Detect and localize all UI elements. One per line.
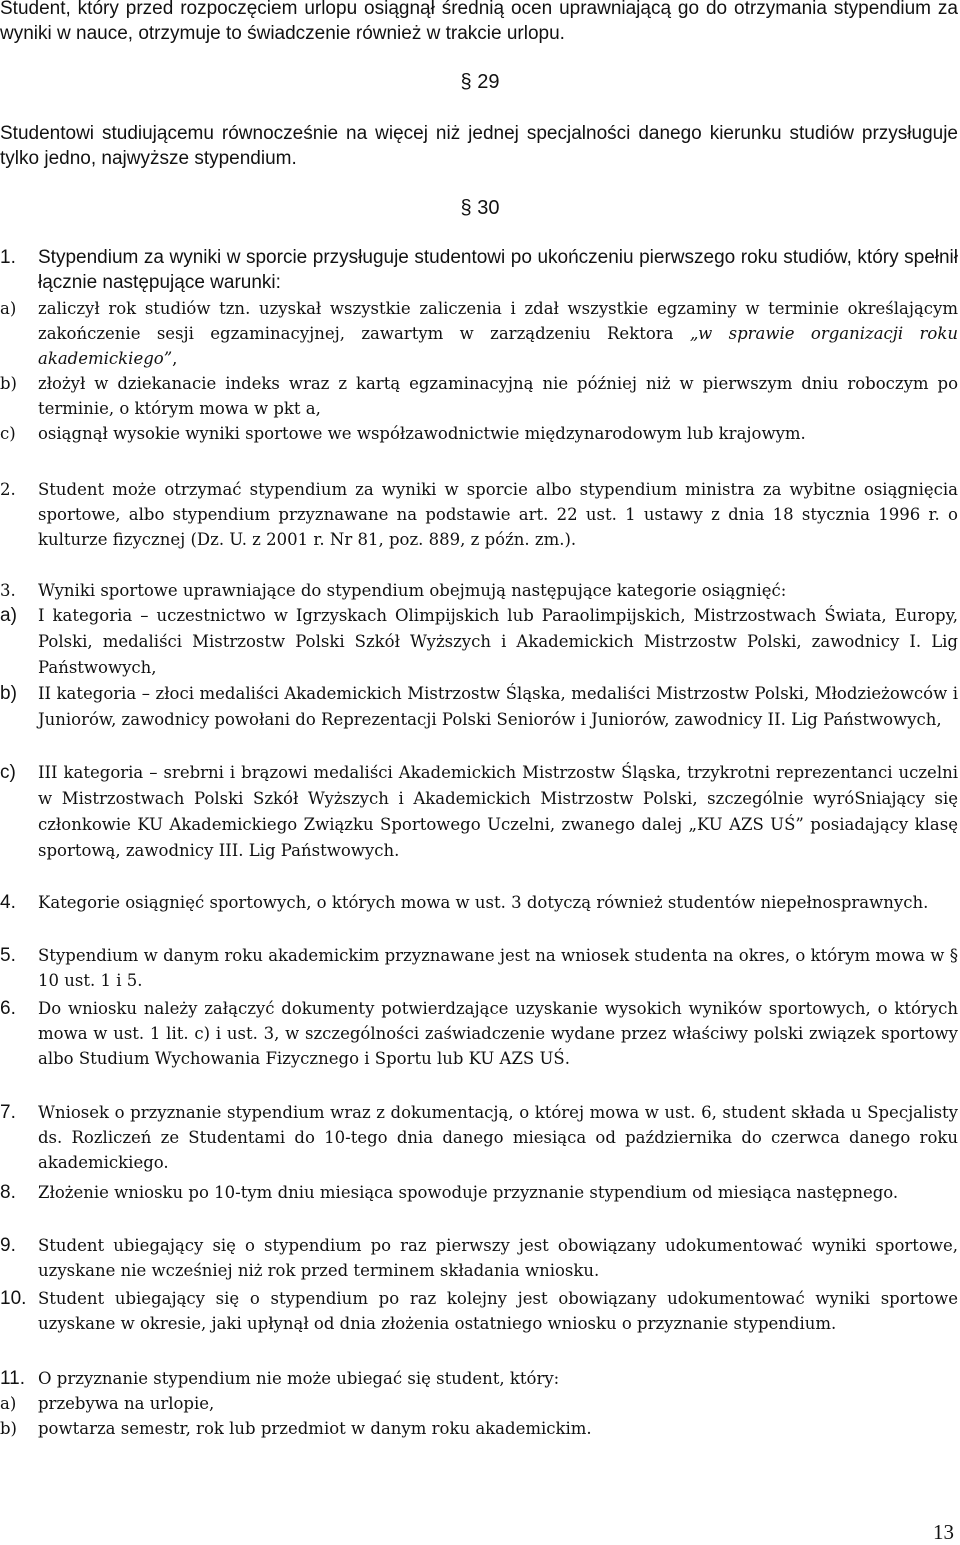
sub-item-text: II kategoria – złoci medaliści Akademickich Mistrzostw Śląska, medaliści Mistrzostw Polski, Młodzieżowców i Juniorów, zawodnicy powołani do Reprezentacji Polski Seniorów i Juniorów, zawodnicy II. Lig Państwowych, (38, 684, 958, 729)
list-item-number: 1. (0, 247, 16, 268)
section-heading-29: § 29 (460, 71, 500, 93)
list-item-7 (0, 1100, 958, 1175)
list-item-text: Stypendium za wyniki w sporcie przysługuje studentowi po ukończeniu pierwszego roku studiów, który spełnił łącznie następujące warunki: (38, 247, 958, 293)
list-item-1 (0, 245, 958, 446)
sub-item-label: b) (0, 683, 17, 704)
sub-item-label: a) (0, 1394, 17, 1413)
section-29-text: Studentowi studiującemu równocześnie na więcej niż jednej specjalności danego kierunku studiów przysługuje tylko jedno, najwyższe stypendium. (0, 123, 958, 169)
sub-item-label: a) (0, 605, 17, 626)
category-a (0, 603, 958, 681)
list-item-text: O przyznanie stypendium nie może ubiegać się student, który: (38, 1369, 560, 1388)
list-item-text: Złożenie wniosku po 10-tym dniu miesiąca spowoduje przyznanie stypendium od miesiąca następnego. (38, 1183, 899, 1202)
page-number: 13 (933, 1520, 954, 1544)
sub-item-label: b) (0, 374, 17, 393)
list-item-text: Kategorie osiągnięć sportowych, o których mowa w ust. 3 dotyczą również studentów niepełnosprawnych. (38, 893, 929, 912)
sub-item-text: powtarza semestr, rok lub przedmiot w danym roku akademickim. (38, 1419, 592, 1438)
list-item-text: Student ubiegający się o stypendium po raz kolejny jest obowiązany udokumentować wyniki sportowe uzyskane w okresie, jaki upłynął od dnia złożenia ostatniego wniosku o przyznanie stypendium. (38, 1289, 958, 1333)
category-b (0, 681, 958, 733)
list-item-number: 6. (0, 998, 16, 1019)
list-item-text: Wniosek o przyznanie stypendium wraz z dokumentacją, o której mowa w ust. 6, student składa u Specjalisty ds. Rozliczeń ze Studentami do 10-tego dnia danego miesiąca od października do czerwca danego roku akademickiego. (38, 1103, 958, 1172)
sub-item-italic-text: „w sprawie organizacji roku akademickiego” (38, 324, 958, 368)
list-item-2 (0, 477, 958, 552)
list-item-number: 10. (0, 1288, 27, 1309)
sub-item-label: a) (0, 299, 17, 318)
list-item-text: Student ubiegający się o stypendium po raz pierwszy jest obowiązany udokumentować wyniki sportowe, uzyskane nie wcześniej niż rok przed terminem składania wniosku. (38, 1236, 958, 1280)
list-item-number: 4. (0, 892, 16, 913)
list-item-number: 3. (0, 581, 16, 600)
sub-item-b (0, 371, 958, 421)
list-item-9 (0, 1233, 958, 1283)
sub-item-text: I kategoria – uczestnictwo w Igrzyskach Olimpijskich lub Paraolimpijskich, Mistrzostwach Świata, Europy, Polski, medaliści Mistrzostw Polski Szkół Wyższych i Akademickich Mistrzostw Polski, zawodnicy I. Lig Państwowych, (38, 606, 958, 677)
list-item-text: Do wniosku należy załączyć dokumenty potwierdzające uzyskanie wysokich wyników sportowych, o których mowa w ust. 1 lit. c) i ust. 3, w szczególności zaświadczenie wydane przez właściwy polski związek sportowy albo Studium Wychowania Fizycznego i Sportu lub KU AZS UŚ. (38, 999, 958, 1068)
sub-item-c (0, 421, 958, 446)
list-item-11 (0, 1366, 958, 1441)
section-heading-30: § 30 (460, 197, 500, 219)
intro-paragraph: Student, który przed rozpoczęciem urlopu osiągnął średnią ocen uprawniającą go do otrzymania stypendium za wyniki w nauce, otrzymuje to świadczenie również w trakcie urlopu. (0, 0, 958, 44)
list-item-number: 8. (0, 1182, 16, 1203)
list-item-text: Wyniki sportowe uprawniające do stypendium obejmują następujące kategorie osiągnięć: (38, 581, 787, 600)
list-item-number: 9. (0, 1235, 16, 1256)
sub-item-text: złożył w dziekanacie indeks wraz z kartą egzaminacyjną nie później niż w pierwszym dniu roboczym po terminie, o którym mowa w pkt a, (38, 374, 958, 418)
sub-item-tail: , (172, 349, 178, 368)
list-item-6 (0, 996, 958, 1071)
list-item-text: Stypendium w danym roku akademickim przyznawane jest na wniosek studenta na okres, o którym mowa w § 10 ust. 1 i 5. (38, 946, 958, 990)
category-c (0, 760, 958, 864)
sub-item-a (0, 1391, 958, 1416)
list-item-text: Student może otrzymać stypendium za wyniki w sporcie albo stypendium ministra za wybitne osiągnięcia sportowe, albo stypendium przyznawane na podstawie art. 22 ust. 1 ustawy z dnia 18 stycznia 1996 r. o kulturze fizycznej (Dz. U. z 2001 r. Nr 81, poz. 889, z późn. zm.). (38, 480, 958, 549)
sub-item-a (0, 296, 958, 371)
list-item-number: 5. (0, 945, 16, 966)
list-item-5 (0, 943, 958, 993)
list-item-8 (0, 1180, 958, 1205)
sub-item-text: III kategoria – srebrni i brązowi medaliści Akademickich Mistrzostw Śląska, trzykrotni reprezentanci uczelni w Mistrzostwach Polski Szkół Wyższych i Akademickich Mistrzostw Polski, szczególnie wyróSniający się członkowie KU Akademickiego Związku Sportowego Uczelni, zwanego dalej „KU AZS UŚ” posiadający klasę sportową, zawodnicy III. Lig Państwowych. (38, 763, 958, 860)
sub-item-text: zaliczył rok studiów tzn. uzyskał wszystkie zaliczenia i zdał wszystkie egzaminy w terminie określającym zakończenie sesji egzaminacyjnej, zawartym w zarządzeniu Rektora (38, 299, 958, 343)
sub-item-label: c) (0, 424, 16, 443)
sub-item-b (0, 1416, 958, 1441)
sub-item-text: przebywa na urlopie, (38, 1394, 215, 1413)
list-item-number: 7. (0, 1102, 16, 1123)
list-item-10 (0, 1286, 958, 1336)
sub-item-label: c) (0, 762, 16, 783)
sub-item-label: b) (0, 1419, 17, 1438)
list-item-number: 2. (0, 480, 16, 499)
list-item-4 (0, 890, 958, 915)
sub-item-text: osiągnął wysokie wyniki sportowe we współzawodnictwie międzynarodowym lub krajowym. (38, 424, 806, 443)
list-item-3 (0, 578, 958, 603)
list-item-number: 11. (0, 1368, 26, 1389)
